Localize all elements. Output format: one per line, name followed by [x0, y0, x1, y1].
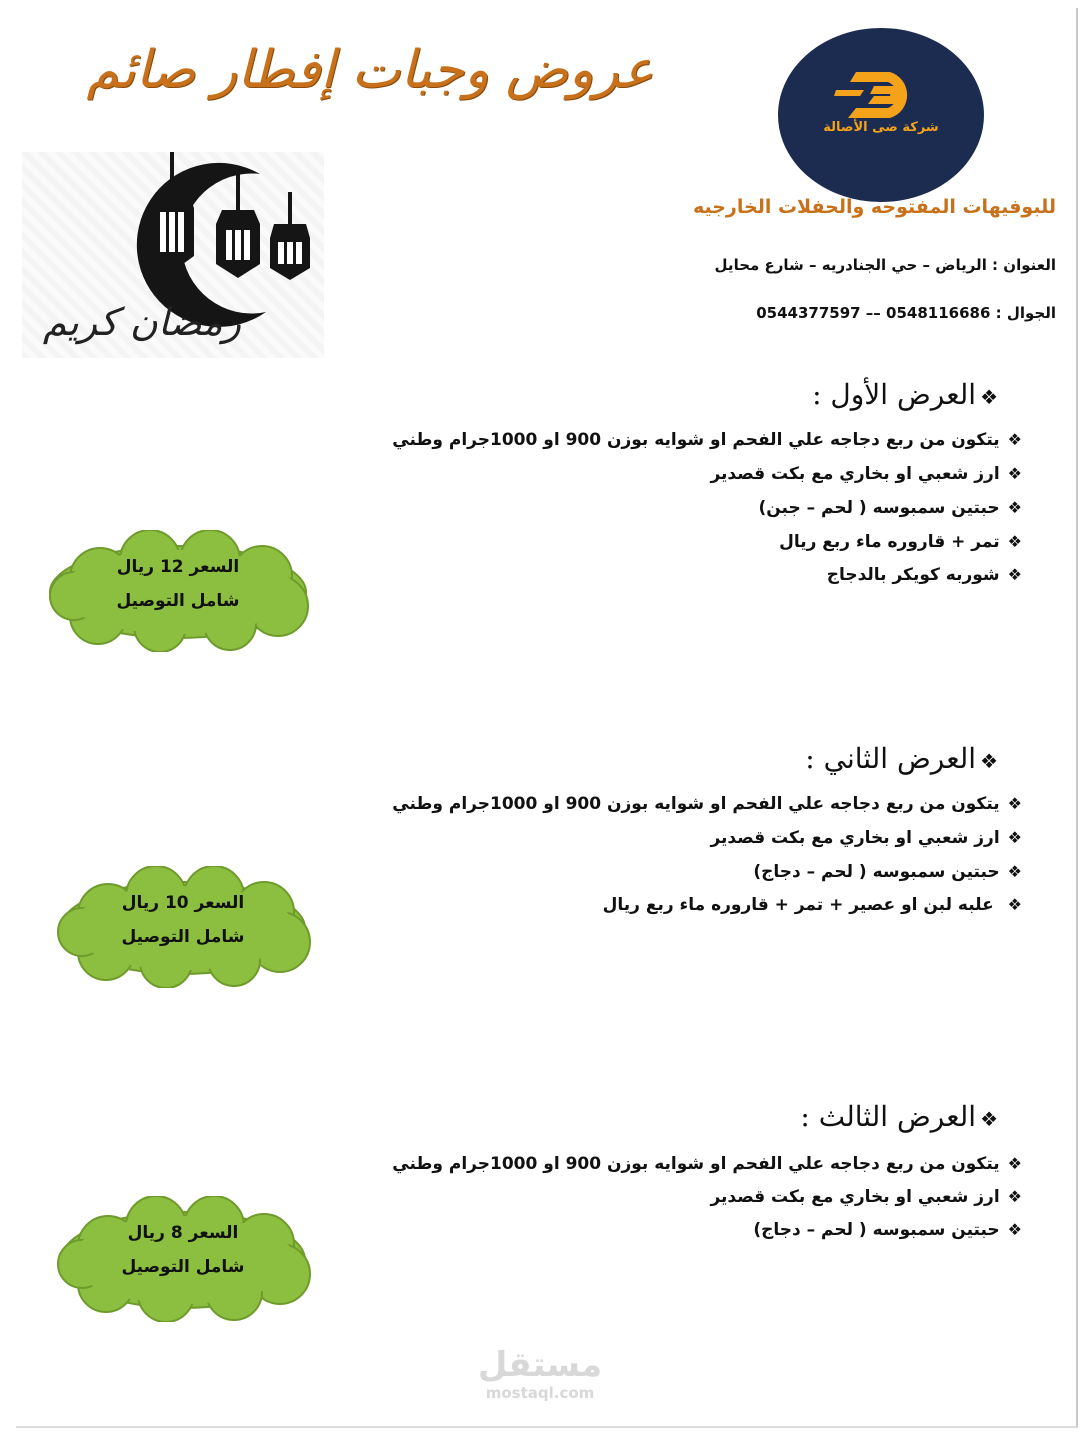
- bullet-icon: ❖: [1007, 1220, 1022, 1239]
- bullet-icon: ❖: [1007, 565, 1022, 584]
- price-text: السعر 8 ريال: [127, 1223, 239, 1243]
- list-item: [603, 895, 1022, 915]
- bullet-icon: ❖: [1007, 895, 1022, 914]
- page-title: عروض وجبات إفطار صائم: [86, 40, 654, 100]
- list-item: [753, 862, 1022, 882]
- offer-heading-text: العرض الثاني :: [805, 742, 977, 775]
- delivery-text: شامل التوصيل: [121, 927, 245, 947]
- list-item: [779, 532, 1022, 552]
- offer-2-heading: [805, 742, 998, 775]
- company-name: شركة ضى الأصالة: [823, 120, 939, 135]
- bullet-icon: ❖: [980, 385, 998, 409]
- offer-1-price-badge: [40, 530, 316, 652]
- list-item: [758, 498, 1022, 518]
- list-item: [392, 430, 1022, 450]
- watermark-latin: mostaql.com: [485, 1384, 595, 1402]
- offer-1-heading: [812, 378, 998, 411]
- offer-heading-text: العرض الثالث :: [800, 1100, 977, 1133]
- subtitle: للبوفيهات المفتوحه والحفلات الخارجيه: [692, 196, 1056, 218]
- item-text: حبتين سمبوسه ( لحم – جبن): [758, 498, 1000, 518]
- bullet-icon: ❖: [1007, 862, 1022, 881]
- bullet-icon: ❖: [1007, 1154, 1022, 1173]
- offer-2-price-badge: [50, 866, 316, 988]
- item-text: حبتين سمبوسه ( لحم – دجاج): [753, 1220, 1000, 1240]
- address-line: العنوان : الرياض – حي الجنادريه – شارع محايل: [714, 256, 1056, 274]
- offer-heading-text: العرض الأول :: [812, 378, 977, 411]
- ramadan-kareem-text: رمضان كريم: [42, 300, 242, 344]
- list-item: [753, 1220, 1022, 1240]
- delivery-text: شامل التوصيل: [121, 1257, 245, 1277]
- bullet-icon: ❖: [1007, 1187, 1022, 1206]
- logo-mark-icon: [834, 68, 928, 122]
- bullet-icon: ❖: [1007, 464, 1022, 483]
- item-text: ارز شعبي او بخاري مع بكت قصدير: [710, 828, 1000, 848]
- bullet-icon: ❖: [1007, 794, 1022, 813]
- item-text: علبه لبن او عصير + تمر + قاروره ماء ربع ريال: [602, 895, 1000, 915]
- delivery-text: شامل التوصيل: [116, 591, 240, 611]
- bullet-icon: ❖: [980, 749, 998, 773]
- item-text: ارز شعبي او بخاري مع بكت قصدير: [710, 464, 1000, 484]
- item-text: يتكون من ربع دجاجه علي الفحم او شوايه بوزن 900 او 1000جرام وطني: [392, 1154, 1000, 1174]
- item-text: يتكون من ربع دجاجه علي الفحم او شوايه بوزن 900 او 1000جرام وطني: [392, 794, 1000, 814]
- list-item: [392, 794, 1022, 814]
- offer-3-heading: [800, 1100, 998, 1133]
- bullet-icon: ❖: [980, 1107, 998, 1131]
- list-item: [827, 565, 1022, 585]
- item-text: حبتين سمبوسه ( لحم – دجاج): [753, 862, 1000, 882]
- watermark-arabic: مستقل: [477, 1345, 603, 1385]
- price-text: السعر 12 ريال: [116, 557, 240, 577]
- mostaql-watermark: [470, 1346, 610, 1402]
- item-text: شوربه كويكر بالدجاج: [826, 565, 1000, 585]
- price-text: السعر 10 ريال: [121, 893, 245, 913]
- bullet-icon: ❖: [1007, 828, 1022, 847]
- bullet-icon: ❖: [1007, 532, 1022, 551]
- bullet-icon: ❖: [1007, 430, 1022, 449]
- item-text: يتكون من ربع دجاجه علي الفحم او شوايه بوزن 900 او 1000جرام وطني: [392, 430, 1000, 450]
- phone-line: الجوال : 0548116686 –– 0544377597: [756, 304, 1056, 322]
- list-item: [710, 1187, 1022, 1207]
- bullet-icon: ❖: [1007, 498, 1022, 517]
- list-item: [710, 464, 1022, 484]
- list-item: [392, 1154, 1022, 1174]
- company-logo: [778, 28, 984, 202]
- item-text: تمر + قاروره ماء ربع ريال: [779, 532, 1000, 552]
- item-text: ارز شعبي او بخاري مع بكت قصدير: [710, 1187, 1000, 1207]
- ramadan-kareem-image: [22, 152, 324, 358]
- list-item: [710, 828, 1022, 848]
- offer-3-price-badge: [50, 1196, 316, 1322]
